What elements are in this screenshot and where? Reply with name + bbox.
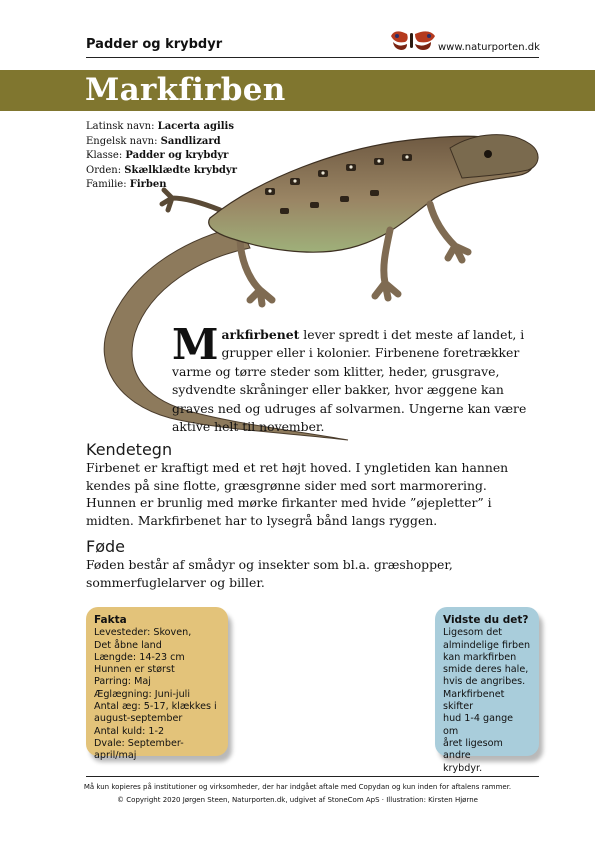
header-divider <box>86 57 539 58</box>
section-heading-kendetegn: Kendetegn <box>86 440 173 459</box>
section-heading-foede: Føde <box>86 537 125 556</box>
fakta-line: august-september <box>94 713 183 725</box>
fakta-box <box>86 607 228 762</box>
did-you-know-line: Markfirbenet skifter <box>443 688 505 713</box>
page-title: Markfirben <box>85 72 286 108</box>
footer-license: Må kun kopieres på institutioner og virksomheder, der har indgået aftale med Copydan og kun inden for aftalens rammer. <box>83 783 512 791</box>
did-you-know-line: året ligesom andre <box>443 737 503 762</box>
meta-class: Klasse: Padder og krybdyr <box>86 150 229 161</box>
species-info <box>86 120 237 193</box>
fakta-line: Antal kuld: 1-2 <box>94 725 165 737</box>
did-you-know-line: hvis de angribes. <box>443 676 526 688</box>
did-you-know-line: Ligesom det <box>443 627 503 639</box>
intro-text: lever spredt i det meste af landet, i grupper eller i kolonier. Firbenene foretrækker varme og tørre steder som klitter, heder, grusgrave, sydvendte skråninger eller bakker, hvor æggene kan graves ned og udruges af solvarmen. Ungerne kan være aktive helt til november. <box>172 327 527 435</box>
intro-lead: arkfirbenet <box>221 327 300 342</box>
butterfly-icon <box>385 26 441 54</box>
fakta-line: Parring: Maj <box>94 676 151 688</box>
section-text-kendetegn: Firbenet er kraftigt med et ret højt hoved. I yngletiden kan hannen kendes på sine flotte, græsgrønne sider med sort marmorering. Hunnen er brunlig med mørke firkanter med hvide ”øjepletter” i midten. Markfirbenet har to lysegrå bånd langs ryggen. <box>86 460 509 528</box>
did-you-know-line: kan markfirben <box>443 651 517 663</box>
fakta-line: Dvale: September-april/maj <box>94 737 184 762</box>
fakta-line: Længde: 14-23 cm <box>94 651 185 663</box>
meta-latin: Latinsk navn: Lacerta agilis <box>86 121 234 132</box>
fakta-line: Antal æg: 5-17, klækkes i <box>94 701 217 713</box>
fakta-line: Det åbne land <box>94 639 162 651</box>
site-url: www.naturporten.dk <box>438 42 540 53</box>
did-you-know-box <box>435 607 539 774</box>
footer-copyright: © Copyright 2020 Jørgen Steen, Naturporten.dk, udgivet af StoneCom ApS · Illustration: Kirsten Hjørne <box>117 796 478 804</box>
meta-english: Engelsk navn: Sandlizard <box>86 135 221 147</box>
did-you-know-title: Vidste du det? <box>443 614 529 626</box>
fakta-line: Levesteder: Skoven, <box>94 627 192 639</box>
did-you-know-line: krybdyr. <box>443 762 483 774</box>
section-text-foede: Føden består af smådyr og insekter som bl.a. græshopper, sommerfuglelarver og biller. <box>86 557 453 590</box>
category-label: Padder og krybdyr <box>86 37 223 52</box>
drop-cap: M <box>172 320 219 369</box>
fakta-line: Hunnen er størst <box>94 664 175 676</box>
meta-family: Familie: Firben <box>86 179 167 190</box>
footer-divider <box>86 776 539 777</box>
intro-paragraph <box>172 320 542 436</box>
fakta-title: Fakta <box>94 614 127 626</box>
did-you-know-line: hud 1-4 gange om <box>443 713 514 737</box>
meta-order: Orden: Skælklædte krybdyr <box>86 164 238 176</box>
did-you-know-line: almindelige firben <box>443 639 531 651</box>
did-you-know-line: smide deres hale, <box>443 664 529 676</box>
fakta-line: Æglægning: Juni-juli <box>94 688 191 700</box>
